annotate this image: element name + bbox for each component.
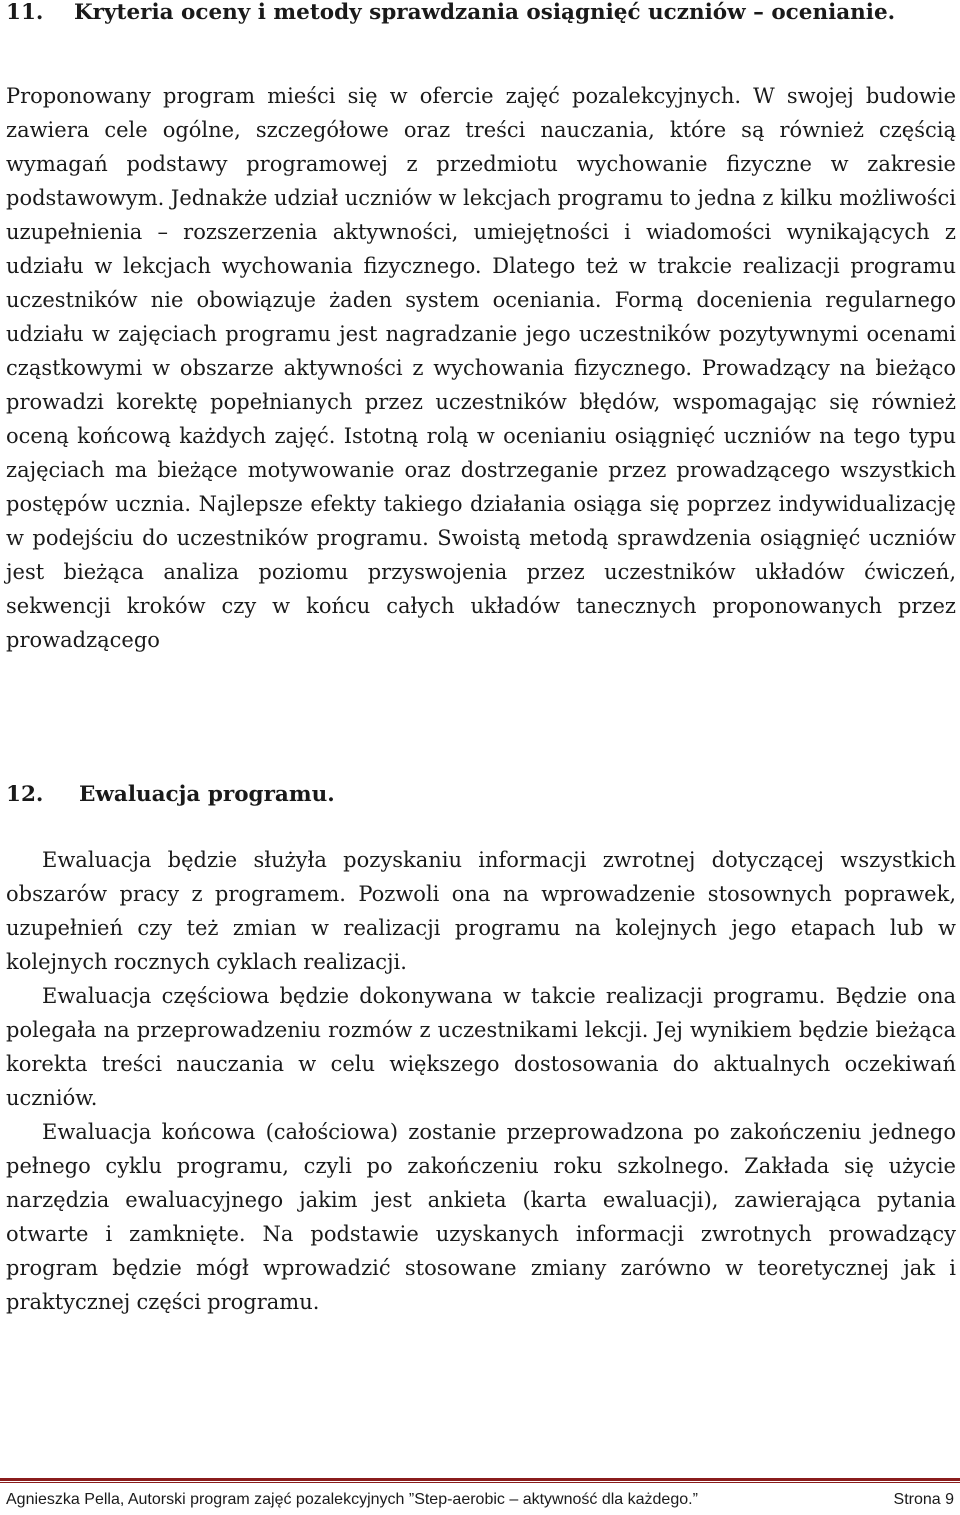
section-12-paragraph-1: Ewaluacja będzie służyła pozyskaniu informacji zwrotnej dotyczącej wszystkich obszarów pracy z programem. Pozwoli ona na wprowadzenie stosownych poprawek, uzupełnień czy też zmian w realizacji programu na kolejnych jego etapach lub w kolejnych rocznych cyklach realizacji. xyxy=(6,848,956,974)
section-12-title: Ewaluacja programu. xyxy=(79,782,335,807)
footer-rule-thin xyxy=(0,1482,960,1483)
section-12-heading xyxy=(6,778,335,811)
section-12-number: 12. xyxy=(6,782,44,807)
section-12-paragraph-3: Ewaluacja końcowa (całościowa) zostanie przeprowadzona po zakończeniu jednego pełnego cyklu programu, czyli po zakończeniu roku szkolnego. Zakłada się użycie narzędzia ewaluacyjnego jakim jest ankieta (karta ewaluacji), zawierająca pytania otwarte i zamknięte. Na podstawie uzyskanych informacji zwrotnych prowadzący program będzie mógł wprowadzić stosowane zmiany zarówno w teoretycznej jak i praktycznej części programu. xyxy=(6,1120,956,1314)
section-11-paragraph: Proponowany program mieści się w ofercie zajęć pozalekcyjnych. W swojej budowie zawiera cele ogólne, szczegółowe oraz treści nauczania, które są również częścią wymagań podstawy programowej z przedmiotu wychowanie fizyczne w zakresie podstawowym. Jednakże udział uczniów w lekcjach programu to jedna z kilku możliwości uzupełnienia – rozszerzenia aktywności, umiejętności i wiadomości wynikających z udziału w lekcjach wychowania fizycznego. Dlatego też w trakcie realizacji programu uczestników nie obowiązuje żaden system oceniania. Formą docenienia regularnego udziału w zajęciach programu jest nagradzanie jego uczestników pozytywnymi ocenami cząstkowymi w obszarze aktywności z wychowania fizycznego. Prowadzący na bieżąco prowadzi korektę popełnianych przez uczestników błędów, wspomagając się również oceną końcową każdych zajęć. Istotną rolą w ocenianiu osiągnięć uczniów na tego typu zajęciach ma bieżące motywowanie oraz dostrzeganie przez prowadzącego wszystkich postępów ucznia. Najlepsze efekty takiego działania osiąga się poprzez indywidualizację w podejściu do uczestników programu. Swoistą metodą sprawdzenia osiągnięć uczniów jest bieżąca analiza poziomu przyswojenia przez uczestników układów ćwiczeń, sekwencji kroków czy w końcu całych układów tanecznych proponowanych przez prowadzącego xyxy=(6,84,956,652)
section-11-title: Kryteria oceny i metody sprawdzania osiągnięć uczniów – ocenianie. xyxy=(74,0,896,25)
footer-rule-thick xyxy=(0,1478,960,1481)
section-11-number: 11. xyxy=(6,0,44,25)
section-11-heading xyxy=(6,0,956,29)
footer-page-number: Strona 9 xyxy=(893,1491,954,1508)
footer-author-text: Agnieszka Pella, Autorski program zajęć pozalekcyjnych ”Step-aerobic – aktywność dla każdego.” xyxy=(6,1491,698,1508)
section-12-paragraph-2: Ewaluacja częściowa będzie dokonywana w takcie realizacji programu. Będzie ona polegała na przeprowadzeniu rozmów z uczestnikami lekcji. Jej wynikiem będzie bieżąca korekta treści nauczania w celu większego dostosowania do aktualnych oczekiwań uczniów. xyxy=(6,984,956,1110)
